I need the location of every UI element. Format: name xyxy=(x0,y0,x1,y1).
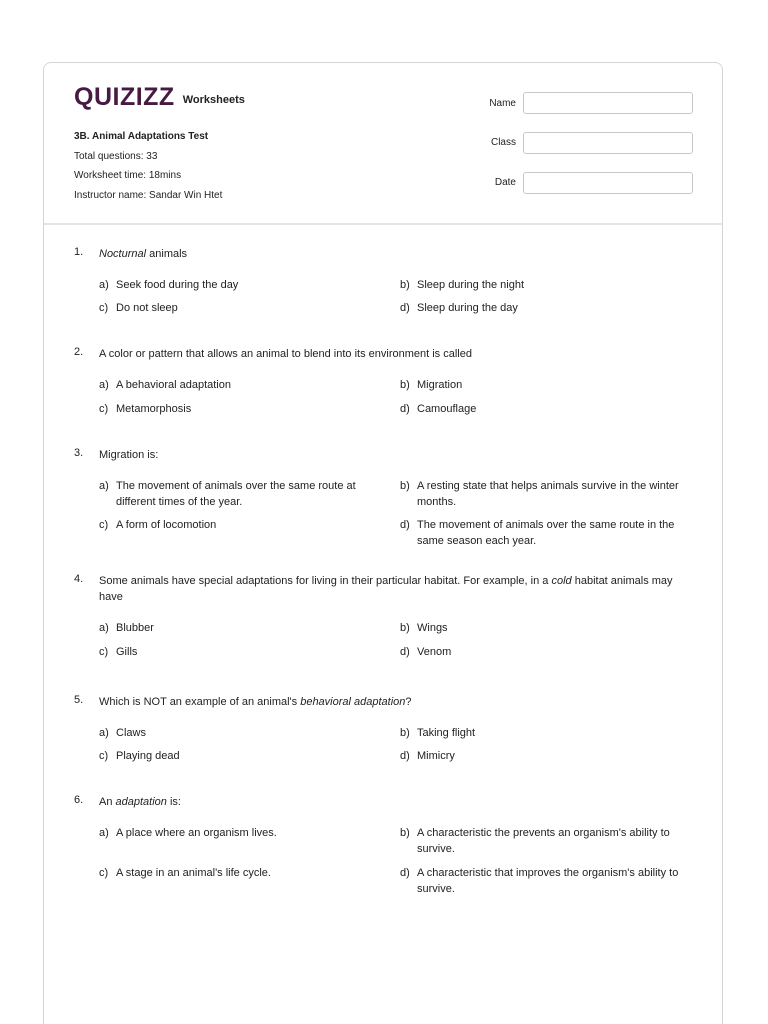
option-text: A resting state that helps animals survive in the winter months. xyxy=(417,480,679,508)
question-text-part: animals xyxy=(146,248,188,260)
question-number: 5. xyxy=(74,694,84,706)
option-letter: b) xyxy=(400,379,410,391)
question-text-part: Some animals have special adaptations for living in their particular habitat. For example, in a xyxy=(99,575,552,587)
option-letter: b) xyxy=(400,279,410,291)
option-letter: b) xyxy=(400,827,410,839)
option-text: Do not sleep xyxy=(116,302,178,314)
total-questions: Total questions: 33 xyxy=(74,150,158,162)
option-text: A behavioral adaptation xyxy=(116,379,231,391)
question-text-part: A color or pattern that allows an animal to blend into its environment is called xyxy=(99,348,472,360)
option-text: A characteristic the prevents an organism's ability to survive. xyxy=(417,827,670,855)
option-letter: c) xyxy=(99,867,109,879)
date-label: Date xyxy=(494,177,516,188)
question-text-part: ? xyxy=(405,696,412,708)
question-text xyxy=(99,573,694,605)
question-number: 1. xyxy=(74,246,84,258)
option-text: Playing dead xyxy=(116,750,180,762)
option-text: Claws xyxy=(116,727,146,739)
option-letter: a) xyxy=(99,379,109,391)
worksheet-time: Worksheet time: 18mins xyxy=(74,170,182,181)
option-letter: a) xyxy=(99,279,109,291)
option-letter: c) xyxy=(99,519,109,531)
question-text-part: An xyxy=(99,796,116,808)
option-text: Gills xyxy=(116,646,138,658)
question-number: 4. xyxy=(74,573,84,585)
option-letter: b) xyxy=(400,480,410,492)
option-letter: c) xyxy=(99,750,109,762)
instructor-name: Instructor name: Sandar Win Htet xyxy=(74,189,223,201)
option-text: Migration xyxy=(417,379,463,391)
option-text: Sleep during the night xyxy=(417,279,525,291)
option-letter: b) xyxy=(400,622,410,634)
question-text-part: Which is NOT an example of an animal's xyxy=(99,696,301,708)
question-text-part: Nocturnal xyxy=(99,248,147,260)
worksheet-meta xyxy=(74,127,222,205)
worksheet xyxy=(43,62,723,1024)
option-text: Metamorphosis xyxy=(116,403,192,415)
question-text xyxy=(99,694,694,710)
option-letter: a) xyxy=(99,727,109,739)
question-text-part: habitat animals may have xyxy=(99,575,673,603)
date-field[interactable] xyxy=(523,172,693,194)
option-letter: c) xyxy=(99,646,109,658)
option-text: A characteristic that improves the organism's ability to survive. xyxy=(417,867,679,895)
class-label: Class xyxy=(490,137,516,148)
option-letter: d) xyxy=(400,867,410,879)
question-text-part: adaptation xyxy=(115,796,167,808)
question-number: 3. xyxy=(74,447,84,459)
logo-subtitle: Worksheets xyxy=(182,94,245,106)
option-letter: d) xyxy=(400,750,410,762)
option-text: Venom xyxy=(417,646,452,658)
option-letter: b) xyxy=(400,727,410,739)
option-text: A stage in an animal's life cycle. xyxy=(116,867,271,879)
option-text: The movement of animals over the same route in the same season each year. xyxy=(417,519,675,547)
option-text: The movement of animals over the same route at different times of the year. xyxy=(116,480,356,508)
option-text: Mimicry xyxy=(417,750,455,762)
option-letter: d) xyxy=(400,519,410,531)
question-text-part: is: xyxy=(166,796,181,808)
option-text: Blubber xyxy=(116,622,154,634)
option-letter: c) xyxy=(99,403,109,415)
brand xyxy=(74,85,245,110)
option-text: A place where an organism lives. xyxy=(116,827,277,839)
option-text: Seek food during the day xyxy=(116,279,239,291)
name-field[interactable] xyxy=(523,92,693,114)
option-letter: c) xyxy=(99,302,109,314)
option-letter: d) xyxy=(400,302,410,314)
worksheet-header xyxy=(44,63,722,225)
class-field[interactable] xyxy=(523,132,693,154)
question-text xyxy=(99,447,694,463)
question-text xyxy=(99,246,694,262)
name-label: Name xyxy=(489,98,516,109)
option-letter: a) xyxy=(99,480,109,492)
option-letter: a) xyxy=(99,827,109,839)
worksheet-title: 3B. Animal Adaptations Test xyxy=(74,131,209,142)
option-letter: d) xyxy=(400,646,410,658)
option-letter: a) xyxy=(99,622,109,634)
question-text-part: cold xyxy=(551,575,572,587)
question-text xyxy=(99,794,694,810)
option-letter: d) xyxy=(400,403,410,415)
option-text: Wings xyxy=(417,622,448,634)
option-text: Sleep during the day xyxy=(417,302,518,314)
question-number: 6. xyxy=(74,794,84,806)
quizizz-logo: QUIZIZZ xyxy=(74,83,175,111)
question-text-part: behavioral adaptation xyxy=(300,696,406,708)
option-text: A form of locomotion xyxy=(116,519,217,531)
option-text: Taking flight xyxy=(417,727,476,739)
question-text-part: Migration is: xyxy=(99,449,159,461)
question-number: 2. xyxy=(74,346,84,358)
question-text xyxy=(99,346,694,362)
option-text: Camouflage xyxy=(417,403,477,415)
